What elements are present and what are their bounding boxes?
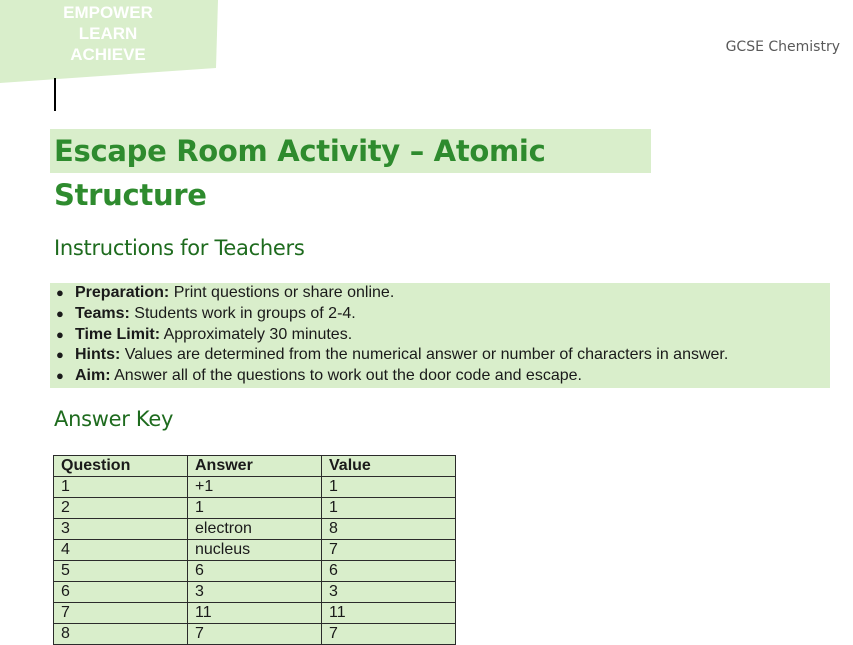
instruction-label: Aim: (75, 367, 111, 385)
instruction-label: Teams: (75, 304, 130, 322)
instructions-heading: Instructions for Teachers (54, 236, 305, 260)
table-row (54, 477, 456, 498)
cell-value: 1 (322, 498, 456, 519)
table-row (54, 603, 456, 624)
cell-question: 1 (54, 477, 188, 498)
cell-value: 7 (322, 540, 456, 561)
cell-value: 7 (322, 624, 456, 645)
cell-value: 11 (322, 603, 456, 624)
table-row (54, 540, 456, 561)
cell-answer: 1 (188, 498, 322, 519)
table-row (54, 624, 456, 645)
column-header-value: Value (322, 456, 456, 477)
bullet-icon: ● (56, 347, 64, 363)
answer-key-heading: Answer Key (54, 407, 174, 431)
column-header-question: Question (54, 456, 188, 477)
instruction-item (50, 345, 728, 366)
instructions-box (50, 283, 830, 388)
logo-line-achieve: ACHIEVE (70, 45, 146, 64)
bullet-icon: ● (56, 326, 64, 342)
cell-answer: 3 (188, 582, 322, 603)
header-subject: GCSE Chemistry (725, 39, 840, 55)
cell-question: 5 (54, 561, 188, 582)
table-row (54, 582, 456, 603)
cell-value: 6 (322, 561, 456, 582)
cell-question: 8 (54, 624, 188, 645)
cell-value: 8 (322, 519, 456, 540)
instruction-label: Preparation: (75, 284, 170, 301)
table-row (54, 561, 456, 582)
cell-answer: 11 (188, 603, 322, 624)
cell-question: 4 (54, 540, 188, 561)
logo-line-empower: EMPOWER (63, 3, 153, 22)
table-row (54, 519, 456, 540)
table-row (54, 498, 456, 519)
cell-answer: 6 (188, 561, 322, 582)
text-cursor (54, 78, 56, 111)
instruction-text: Students work in groups of 2-4. (129, 304, 356, 322)
instruction-text: Values are determined from the numerical answer or number of characters in answer. (120, 346, 729, 364)
bullet-icon: ● (56, 305, 64, 321)
instruction-item (50, 325, 728, 346)
instruction-item (50, 304, 728, 325)
bullet-icon: ● (56, 285, 64, 300)
bullet-icon: ● (56, 368, 64, 384)
instruction-text: Print questions or share online. (169, 284, 395, 301)
cell-question: 2 (54, 498, 188, 519)
cell-answer: nucleus (188, 540, 322, 561)
cell-answer: 7 (188, 624, 322, 645)
cell-question: 7 (54, 603, 188, 624)
cell-question: 6 (54, 582, 188, 603)
instruction-text: Answer all of the questions to work out the door code and escape. (110, 367, 582, 385)
instruction-label: Time Limit: (75, 325, 161, 343)
answer-key-table (53, 455, 456, 645)
column-header-answer: Answer (188, 456, 322, 477)
cell-question: 3 (54, 519, 188, 540)
cell-value: 3 (322, 582, 456, 603)
logo (0, 0, 218, 83)
logo-text (38, 2, 178, 65)
instruction-item (50, 366, 728, 387)
logo-line-learn: LEARN (78, 24, 138, 43)
table-header-row (54, 456, 456, 477)
instruction-item (50, 283, 728, 304)
instruction-text: Approximately 30 minutes. (160, 325, 353, 343)
instructions-list (50, 283, 728, 387)
cell-value: 1 (322, 477, 456, 498)
cell-answer: +1 (188, 477, 322, 498)
instruction-label: Hints: (75, 346, 121, 364)
cell-answer: electron (188, 519, 322, 540)
page-title: Escape Room Activity – Atomic Structure (50, 129, 651, 173)
